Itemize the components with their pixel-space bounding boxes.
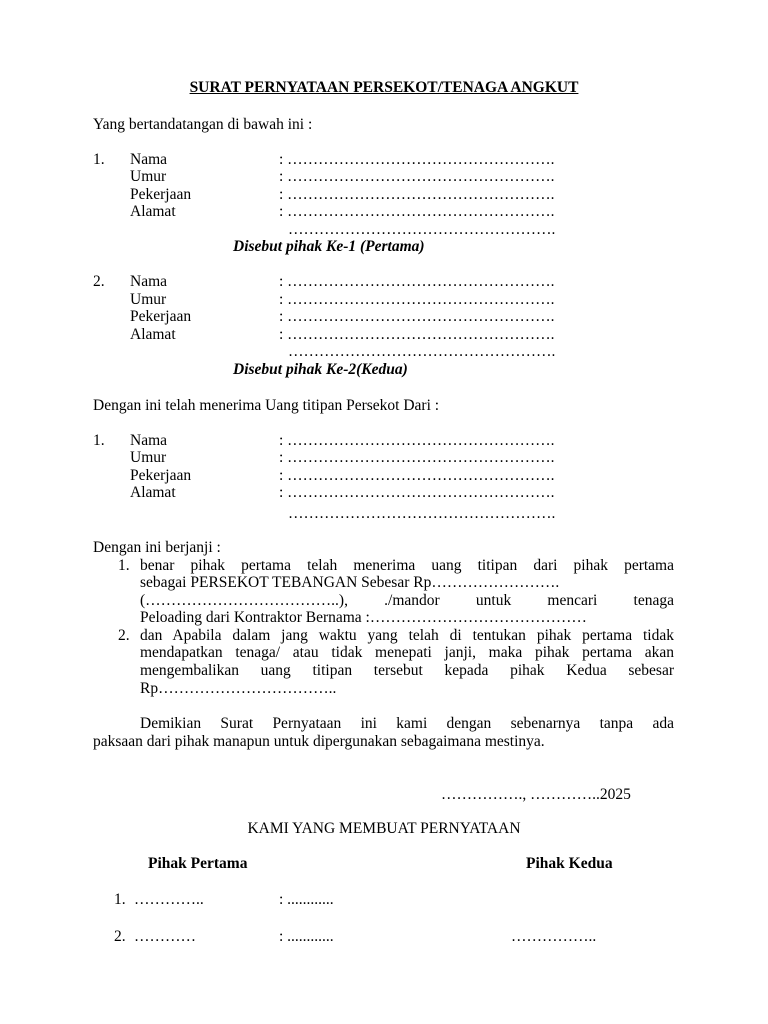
signature1-sign: : ............ (279, 891, 334, 908)
promise1-number: 1. (118, 557, 130, 574)
promise2-line4: Rp…………………………….. (140, 680, 337, 697)
party2-alamat-continuation: ……………………………………………. (288, 343, 556, 360)
party3-pekerjaan-value: : ……………………………………………. (279, 467, 555, 484)
party3-nama-label: Nama (130, 432, 168, 449)
document-title: SURAT PERNYATAAN PERSEKOT/TENAGA ANGKUT (189, 79, 579, 96)
signature2-name: ………… (134, 928, 196, 945)
party1-alamat-label: Alamat (130, 203, 176, 220)
party2-nama-value: : ……………………………………………. (279, 273, 555, 290)
first-party-label: Pihak Pertama (148, 855, 248, 872)
party1-umur-value: : ……………………………………………. (279, 168, 555, 185)
closing-line2: paksaan dari pihak manapun untuk dipergunakan sebagaimana mestinya. (93, 733, 545, 750)
party3-nama-value: : ……………………………………………. (279, 432, 555, 449)
signature2-number: 2. (114, 928, 126, 945)
party3-number: 1. (93, 432, 105, 449)
party1-nama-value: : ……………………………………………. (279, 151, 555, 168)
second-party-signature: …………….. (511, 928, 597, 945)
party1-alamat-continuation: ……………………………………………. (288, 221, 556, 238)
promise1-line2: sebagai PERSEKOT TEBANGAN Sebesar Rp……………………. (140, 574, 560, 591)
promise1-line1: benar pihak pertama telah menerima uang titipan dari pihak pertama (140, 557, 674, 574)
party1-caption: Disebut pihak Ke-1 (Pertama) (233, 238, 425, 255)
date-line: ……………., …………..2025 (441, 786, 631, 803)
party2-umur-label: Umur (130, 291, 167, 308)
party2-pekerjaan-label: Pekerjaan (130, 308, 192, 325)
closing-line1: Demikian Surat Pernyataan ini kami dengan sebenarnya tanpa ada (140, 715, 674, 732)
signature2-sign: : ............ (279, 928, 334, 945)
party3-pekerjaan-label: Pekerjaan (130, 467, 192, 484)
second-party-label: Pihak Kedua (526, 855, 613, 872)
party2-nama-label: Nama (130, 273, 168, 290)
promise-intro: Dengan ini berjanji : (93, 539, 221, 556)
party3-alamat-continuation: ……………………………………………. (288, 505, 556, 522)
party3-umur-label: Umur (130, 449, 167, 466)
promise2-line3: mengembalikan uang titipan tersebut kepada pihak Kedua sebesar (140, 662, 674, 679)
signature1-name: ………….. (134, 891, 204, 908)
party1-number: 1. (93, 151, 105, 168)
party3-alamat-value: : ……………………………………………. (279, 484, 555, 501)
party2-umur-value: : ……………………………………………. (279, 291, 555, 308)
party1-pekerjaan-value: : ……………………………………………. (279, 186, 555, 203)
promise2-line2: mendapatkan tenaga/ atau tidak menepati janji, maka pihak pertama akan (140, 644, 674, 661)
promise2-number: 2. (118, 627, 130, 644)
promise1-line3: (………………………………..), ./mandor untuk mencari tenaga (140, 592, 674, 609)
signers-heading: KAMI YANG MEMBUAT PERNYATAAN (247, 820, 521, 837)
party2-caption: Disebut pihak Ke-2(Kedua) (233, 361, 408, 378)
party2-pekerjaan-value: : ……………………………………………. (279, 308, 555, 325)
party3-alamat-label: Alamat (130, 484, 176, 501)
intro-text: Yang bertandatangan di bawah ini : (93, 116, 313, 133)
promise2-line1: dan Apabila dalam jang waktu yang telah di tentukan pihak pertama tidak (140, 627, 674, 644)
party3-umur-value: : ……………………………………………. (279, 449, 555, 466)
party1-nama-label: Nama (130, 151, 168, 168)
received-from-text: Dengan ini telah menerima Uang titipan Persekot Dari : (93, 397, 440, 414)
party1-pekerjaan-label: Pekerjaan (130, 186, 192, 203)
party2-number: 2. (93, 273, 105, 290)
promise1-line4: Peloading dari Kontraktor Bernama :…………………………………… (140, 609, 587, 626)
party1-umur-label: Umur (130, 168, 167, 185)
party2-alamat-label: Alamat (130, 326, 176, 343)
signature1-number: 1. (114, 891, 126, 908)
party1-alamat-value: : ……………………………………………. (279, 203, 555, 220)
party2-alamat-value: : ……………………………………………. (279, 326, 555, 343)
